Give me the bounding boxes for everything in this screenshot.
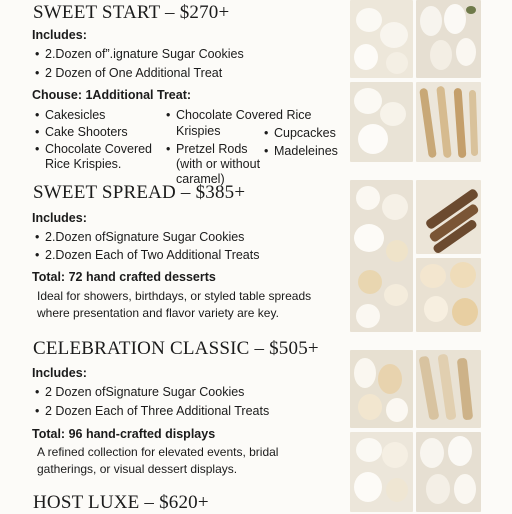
includes-label: Includes: (32, 28, 87, 42)
choose-label: Chouse: 1Additional Treat: (32, 88, 192, 102)
choice-item-cont: (with or without (176, 157, 261, 171)
choice-text: Chocolate Covered Rice (176, 108, 312, 122)
cupcake-photo (416, 258, 481, 332)
bullet: • (264, 126, 269, 140)
choice-item-cont: Rice Krispies. (45, 157, 122, 171)
bullet: • (35, 47, 40, 61)
choice-item-cont: Krispies (176, 124, 221, 138)
photo-collage-sweet-start (350, 0, 481, 162)
bullet: • (166, 108, 171, 122)
package-description: A refined collection for elevated events, bridal gatherings, or visual dessert displays. (37, 445, 279, 476)
choice-text: Cupcackes (274, 126, 336, 140)
include-text: 2.Dozen ofSignature Sugar Cookies (45, 230, 245, 244)
include-item (35, 230, 245, 245)
include-item (35, 47, 244, 62)
include-item (35, 248, 260, 263)
choice-item (35, 108, 106, 123)
pretzel-photo (416, 82, 481, 162)
pretzel-photo (416, 350, 481, 428)
include-text: 2 Dozen ofSignature Sugar Cookies (45, 385, 245, 399)
cookie-photo (350, 432, 413, 512)
choice-item (264, 144, 338, 159)
include-item (35, 404, 270, 419)
bullet: • (35, 142, 40, 156)
strawberry-photo (416, 432, 481, 512)
include-text: 2 Dozen Each of Three Additional Treats (45, 404, 270, 418)
bullet: • (35, 108, 40, 122)
bullet: • (35, 125, 40, 139)
choice-item (264, 126, 336, 141)
choice-text: Pretzel Rods (176, 142, 248, 156)
includes-label: Includes: (32, 366, 87, 380)
include-item (35, 385, 245, 400)
choice-item (166, 108, 312, 123)
bullet: • (35, 248, 40, 262)
pretzel-photo (416, 180, 481, 254)
bullet: • (166, 142, 171, 156)
package-title: SWEET START – $270+ (33, 2, 230, 23)
choice-text: Chocolate Covered (45, 142, 153, 156)
bullet: • (35, 404, 40, 418)
total-label: Total: 72 hand crafted desserts (32, 270, 216, 284)
include-item (35, 66, 223, 81)
bullet: • (35, 66, 40, 80)
package-title: HOST LUXE – $620+ (33, 492, 209, 513)
choice-item-cont: caramel) (176, 172, 225, 186)
photo-collage-celebration-classic (350, 350, 481, 512)
choice-item (166, 142, 248, 157)
choice-item (35, 125, 128, 140)
include-text: 2.Dozen of”.ignature Sugar Cookies (45, 47, 244, 61)
includes-label: Includes: (32, 211, 87, 225)
cookie-photo (350, 82, 413, 162)
dessert-photo (350, 180, 413, 332)
photo-collage-sweet-spread (350, 180, 481, 332)
strawberry-photo (416, 0, 481, 78)
package-description: Ideal for showers, birthdays, or styled table spreads where presentation and flavor variety are key. (37, 289, 312, 320)
bullet: • (35, 230, 40, 244)
cookie-photo (350, 0, 413, 78)
bullet: • (264, 144, 269, 158)
package-title: CELEBRATION CLASSIC – $505+ (33, 338, 319, 359)
choice-text: Cake Shooters (45, 125, 128, 139)
package-title: SWEET SPREAD – $385+ (33, 182, 246, 203)
choice-item (35, 142, 153, 157)
bullet: • (35, 385, 40, 399)
madeleine-photo (350, 350, 413, 428)
choice-text: Cakesicles (45, 108, 106, 122)
total-label: Total: 96 hand-crafted displays (32, 427, 216, 441)
choice-text: Madeleines (274, 144, 338, 158)
include-text: 2.Dozen Each of Two Additional Treats (45, 248, 260, 262)
include-text: 2 Dozen of One Additional Treat (45, 66, 223, 80)
